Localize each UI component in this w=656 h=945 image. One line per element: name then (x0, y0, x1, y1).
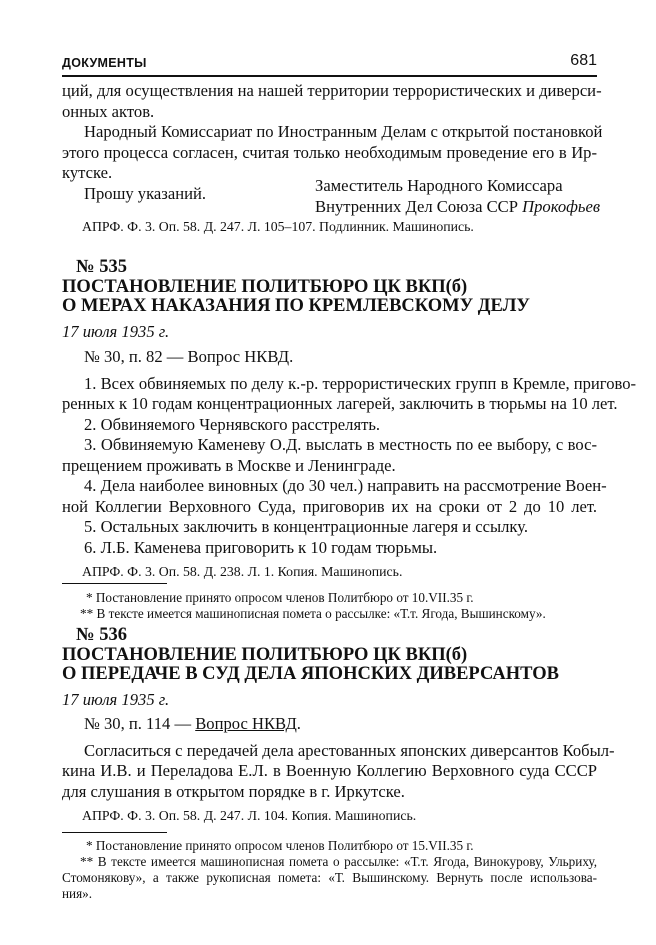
document-535 (62, 257, 637, 581)
text-line: для слушания в открытом порядке в г. Иркутске. (62, 781, 405, 801)
protocol-subject: Вопрос НКВД (195, 714, 297, 733)
protocol-end: . (296, 714, 301, 733)
running-header (62, 53, 597, 77)
protocol-line (62, 714, 597, 735)
text-line: прещением проживать в Москве и Ленинграде. (62, 455, 396, 475)
text-line: 3. Обвиняемую Каменеву О.Д. выслать в местность по ее выбору, с вос- (84, 435, 597, 454)
document-date: 17 июля 1935 г. (62, 321, 170, 341)
footnote: * Постановление принято опросом членов Политбюро от 15.VII.35 г. (86, 838, 474, 853)
document-number: № 536 (76, 625, 127, 645)
text-line: Народный Комиссариат по Иностранным Делам с открытой постановкой (84, 122, 603, 141)
document-title: О ПЕРЕДАЧЕ В СУД ДЕЛА ЯПОНСКИХ ДИВЕРСАНТОВ (62, 664, 559, 684)
text-line: Согласиться с передачей дела арестованных японских диверсантов Кобыл- (84, 740, 615, 760)
signature-title: Внутренних Дел Союза ССР (315, 196, 518, 216)
footnotes-536 (62, 838, 597, 902)
protocol-number: № 30, п. 114 — (84, 714, 196, 733)
request-line: Прошу указаний. (84, 183, 206, 203)
footnote: Стомонякову», а также рукописная помета: «Т. Вышинскому. Вернуть после использова- (62, 870, 597, 885)
archive-source: АПРФ. Ф. 3. Оп. 58. Д. 247. Л. 104. Копия. Машинопись. (82, 808, 417, 823)
text-line: 1. Всех обвиняемых по делу к.-р. террористических групп в Кремле, пригово- (84, 373, 637, 393)
document-date: 17 июля 1935 г. (62, 689, 170, 709)
text-line: онных актов. (62, 101, 155, 121)
archive-source: АПРФ. Ф. 3. Оп. 58. Д. 247. Л. 105–107. Подлинник. Машинопись. (82, 219, 474, 234)
footnote: ** В тексте имеется машинописная помета о рассылке: «Т.т. Ягода, Винокурову, Ульриху, (80, 854, 597, 869)
document-536 (62, 625, 615, 825)
text-line: 5. Остальных заключить в концентрационные лагеря и ссылку. (84, 517, 529, 536)
page-number: 681 (570, 52, 597, 69)
text-line: ной Коллегии Верховного Суда, приговорив их на сроки от 2 до 10 лет. (62, 496, 597, 516)
footnote-divider (62, 832, 167, 833)
text-line: 2. Обвиняемого Чернявского расстрелять. (84, 414, 381, 434)
footnote: ния». (62, 886, 93, 901)
document-title: ПОСТАНОВЛЕНИЕ ПОЛИТБЮРО ЦК ВКП(б) (62, 644, 468, 665)
footnote: ** В тексте имеется машинописная помета о рассылке: «Т.т. Ягода, Вышинскому». (80, 606, 546, 621)
section-title: ДОКУМЕНТЫ (62, 56, 147, 70)
protocol-line: № 30, п. 82 — Вопрос НКВД. (84, 347, 294, 366)
footnote: * Постановление принято опросом членов Политбюро от 10.VII.35 г. (86, 590, 474, 605)
text-line: этого процесса согласен, считая только необходимым проведение его в Ир- (62, 142, 597, 162)
text-line: 4. Дела наиболее виновных (до 30 чел.) направить на рассмотрение Воен- (84, 476, 607, 495)
document-title: О МЕРАХ НАКАЗАНИЯ ПО КРЕМЛЕВСКОМУ ДЕЛУ (62, 296, 530, 316)
text-line: кутске. (62, 163, 113, 182)
text-line: кина И.В. и Переладова Е.Л. в Военную Коллегию Верховного суда СССР (62, 761, 597, 780)
document-number: № 535 (76, 257, 127, 277)
signature-name: Прокофьев (522, 196, 601, 216)
document-title: ПОСТАНОВЛЕНИЕ ПОЛИТБЮРО ЦК ВКП(б) (62, 276, 468, 297)
text-line: ций, для осуществления на нашей территории террористических и диверси- (62, 81, 602, 100)
text-line: ренных к 10 годам концентрационных лагерей, заключить в тюрьмы на 10 лет. (62, 394, 618, 413)
text-line: 6. Л.Б. Каменева приговорить к 10 годам тюрьмы. (84, 537, 438, 557)
signature-block (315, 176, 600, 217)
signature-title: Заместитель Народного Комиссара (315, 176, 563, 195)
footnote-divider (62, 583, 167, 584)
footnotes-535 (62, 590, 597, 622)
archive-source: АПРФ. Ф. 3. Оп. 58. Д. 238. Л. 1. Копия. Машинопись. (82, 564, 403, 579)
